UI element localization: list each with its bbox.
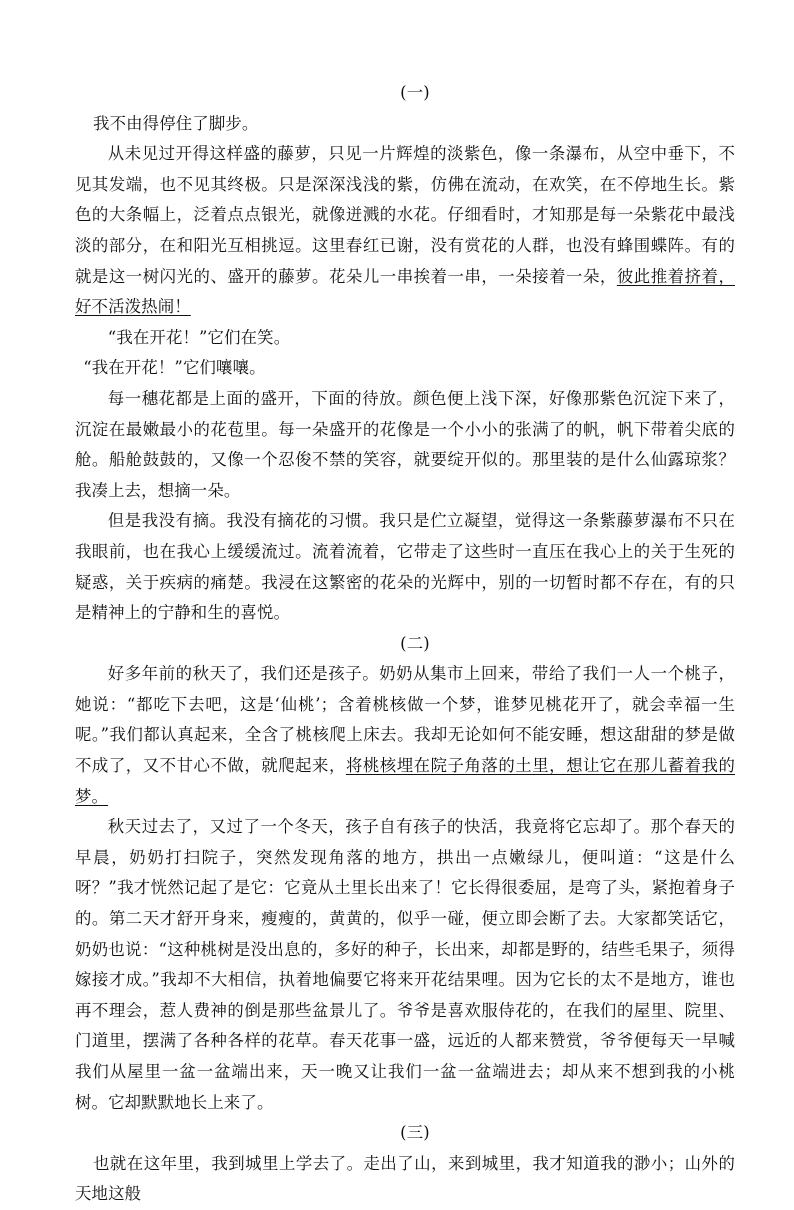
paragraph: 从未见过开得这样盛的藤萝，只见一片辉煌的淡紫色，像一条瀑布，从空中垂下，不见其发端，也不见其终极。只是深深浅浅的紫，仿佛在流动，在欢笑，在不停地生长。紫色的大条幅上，泛着点点银光，就像迸溅的水花。仔细看时，才知那是每一朵紫花中最浅淡的部分，在和阳光互相挑逗。这里春红已谢，没有赏花的人群，也没有蜂围蝶阵。有的就是这一树闪光的、盛开的藤萝。花朵儿一串挨着一串，一朵接着一朵，彼此推着挤着，好不活泼热闹！: [75, 144, 735, 317]
paragraph: 也就在这年里，我到城里上学去了。走出了山，来到城里，我才知道我的渺小；山外的天地这般: [75, 1153, 735, 1204]
section-heading-3: (三): [400, 1123, 430, 1143]
paragraph: 但是我没有摘。我没有摘花的习惯。我只是伫立凝望，觉得这一条紫藤萝瀑布不只在我眼前，也在我心上缓缓流过。流着流着，它带走了这些时一直压在我心上的关于生死的疑惑，关于疾病的痛楚。我浸在这繁密的花朵的光辉中，别的一切暂时都不存在，有的只是精神上的宁静和生的喜悦。: [75, 511, 735, 623]
underlined-text: 将桃核埋在院子角落的土里，想让它在那儿蓄着我的梦。: [75, 756, 736, 806]
underlined-text: 彼此推着挤着，好不活泼热闹！: [75, 266, 735, 317]
paragraph: “我在开花！”它们在笑。: [107, 327, 291, 347]
section-heading-2: (二): [400, 633, 430, 653]
paragraph: 每一穗花都是上面的盛开，下面的待放。颜色便上浅下深，好像那紫色沉淀下来了，沉淀在最嫩最小的花苞里。每一朵盛开的花像是一个小小的张满了的帆，帆下带着尖底的舱。船舱鼓鼓的，又像一个忍俊不禁的笑容，就要绽开似的。那里装的是什么仙露琼浆？我凑上去，想摘一朵。: [75, 388, 735, 500]
paragraph: 好多年前的秋天了，我们还是孩子。奶奶从集市上回来，带给了我们一人一个桃子，她说：“都吃下去吧，这是‘仙桃’；含着桃核做一个梦，谁梦见桃花开了，就会幸福一生呢。”我们都认真起来，全含了桃核爬上床去。我却无论如何不能安睡，想这甜甜的梦是做不成了，又不甘心不做，就爬起来，将桃核埋在院子角落的土里，想让它在那儿蓄着我的梦。: [75, 664, 736, 806]
section-heading-1: (一): [400, 83, 430, 102]
paragraph: 我不由得停住了脚步。: [93, 113, 259, 133]
document-body: [75, 78, 735, 1210]
paragraph: “我在开花！”它们嚷嚷。: [83, 358, 266, 378]
paragraph: 秋天过去了，又过了一个冬天，孩子自有孩子的快活，我竟将它忘却了。那个春天的早晨，奶奶打扫院子，突然发现角落的地方，拱出一点嫩绿儿，便叫道：“这是什么呀？”我才恍然记起了是它：它竟从土里长出来了！它长得很委屈，是弯了头，紧抱着身子的。第二天才舒开身来，瘦瘦的，黄黄的，似乎一碰，便立即会断了去。大家都笑话它，奶奶也说：“这种桃树是没出息的，多好的种子，长出来，却都是野的，结些毛果子，须得嫁接才成。”我却不大相信，执着地偏要它将来开花结果哩。因为它长的太不是地方，谁也再不理会，惹人费神的倒是那些盆景儿了。爷爷是喜欢服侍花的，在我们的屋里、院里、门道里，摆满了各种各样的花草。春天花事一盛，远近的人都来赞赏，爷爷便每天一早喊我们从屋里一盆一盆端出来，天一晚又让我们一盆一盆端进去；却从来不想到我的小桃树。它却默默地长上来了。: [75, 817, 735, 1112]
